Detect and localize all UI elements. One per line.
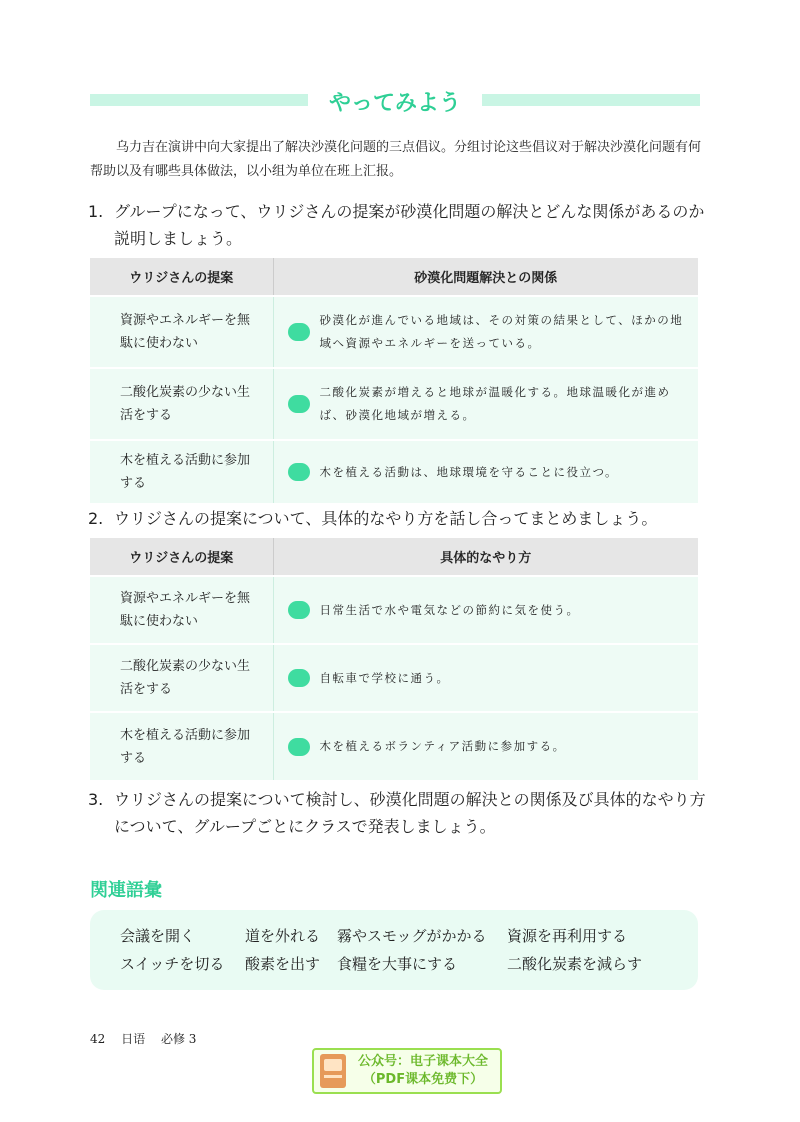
answer-dot <box>288 395 310 413</box>
table-header-row <box>90 258 698 296</box>
answer-dot <box>288 463 310 481</box>
vocab-item: 霧やスモッグがかかる <box>337 927 487 945</box>
heading-bar-right <box>482 94 700 106</box>
vocab-item: スイッチを切る <box>120 955 225 973</box>
question-1 <box>88 198 708 252</box>
proposal-cell: 木を植える活動に参加する <box>90 440 273 503</box>
relation-table <box>90 258 698 503</box>
heading-title: やってみよう <box>328 91 461 116</box>
question-2 <box>88 505 708 532</box>
proposal-cell: 二酸化炭素の少ない生活をする <box>90 368 273 440</box>
answer-cell <box>273 644 698 712</box>
question-3 <box>88 786 708 840</box>
table-row <box>90 576 698 644</box>
vocab-title: 関連語彙 <box>90 880 162 901</box>
answer-cell <box>273 440 698 503</box>
proposal-cell: 木を植える活動に参加する <box>90 712 273 780</box>
vocab-item: 資源を再利用する <box>507 927 628 945</box>
answer-text: 日常生活で水や電気などの節約に気を使う。 <box>319 602 580 617</box>
answer-text: 木を植えるボランティア活動に参加する。 <box>319 739 566 753</box>
proposal-cell: 資源やエネルギーを無駄に使わない <box>90 576 273 644</box>
stamp-line-2: （PDF课本免费下） <box>362 1072 484 1087</box>
method-table <box>90 538 698 780</box>
answer-dot <box>288 669 310 687</box>
page-footer <box>90 1030 208 1047</box>
watermark-stamp <box>312 1048 502 1094</box>
table-row <box>90 296 698 368</box>
table-header-proposal: ウリジさんの提案 <box>90 258 273 296</box>
question-text: グループになって、ウリジさんの提案が砂漠化問題の解決とどんな関係があるのか説明しましょう。 <box>114 202 705 248</box>
answer-text: 砂漠化が進んでいる地域は、その対策の結果として、ほかの地域へ資源やエネルギーを送っている。 <box>319 313 684 350</box>
table-row <box>90 712 698 780</box>
table-row <box>90 368 698 440</box>
answer-dot <box>288 323 310 341</box>
question-number: 2. <box>88 509 104 528</box>
vocab-box <box>90 910 698 990</box>
proposal-cell: 二酸化炭素の少ない生活をする <box>90 644 273 712</box>
table-row <box>90 440 698 503</box>
book-title: 日语 <box>121 1032 146 1046</box>
table-header-relation: 砂漠化問題解決との関係 <box>273 258 698 296</box>
answer-dot <box>288 601 310 619</box>
answer-text: 自転車で学校に通う。 <box>319 670 450 685</box>
table-header-method: 具体的なやり方 <box>273 538 698 576</box>
question-text: ウリジさんの提案について、具体的なやり方を話し合ってまとめましょう。 <box>114 509 658 528</box>
section-heading <box>90 86 700 116</box>
vocab-grid <box>120 924 698 976</box>
vocab-item: 会議を開く <box>120 927 196 945</box>
answer-cell <box>273 576 698 644</box>
stamp-text <box>346 1053 500 1089</box>
answer-cell <box>273 368 698 440</box>
answer-cell <box>273 712 698 780</box>
vocab-item: 食糧を大事にする <box>337 955 458 973</box>
answer-text: 二酸化炭素が増えると地球が温暖化する。地球温暖化が進めば、砂漠化地域が増える。 <box>319 385 671 422</box>
question-number: 1. <box>88 202 104 221</box>
page-number: 42 <box>90 1032 106 1046</box>
table-header-proposal: ウリジさんの提案 <box>90 538 273 576</box>
answer-dot <box>288 738 310 756</box>
answer-text: 木を植える活動は、地球環境を守ることに役立つ。 <box>319 464 619 479</box>
table-row <box>90 644 698 712</box>
proposal-cell: 資源やエネルギーを無駄に使わない <box>90 296 273 368</box>
vocab-item: 酸素を出す <box>245 955 321 973</box>
question-number: 3. <box>88 790 104 809</box>
vocab-item: 二酸化炭素を減らす <box>507 955 643 973</box>
answer-cell <box>273 296 698 368</box>
book-volume: 必修 3 <box>160 1032 197 1046</box>
question-text: ウリジさんの提案について検討し、砂漠化問題の解決との関係及び具体的なやり方について、グループごとにクラスで発表しましょう。 <box>114 790 706 836</box>
vocab-item: 道を外れる <box>245 927 321 945</box>
table-header-row <box>90 538 698 576</box>
book-icon <box>320 1054 346 1088</box>
stamp-line-1: 公众号：电子课本大全 <box>357 1054 488 1069</box>
intro-paragraph: 乌力吉在演讲中向大家提出了解决沙漠化问题的三点倡议。分组讨论这些倡议对于解决沙漠化问题有何帮助以及有哪些具体做法，以小组为单位在班上汇报。 <box>90 140 702 179</box>
